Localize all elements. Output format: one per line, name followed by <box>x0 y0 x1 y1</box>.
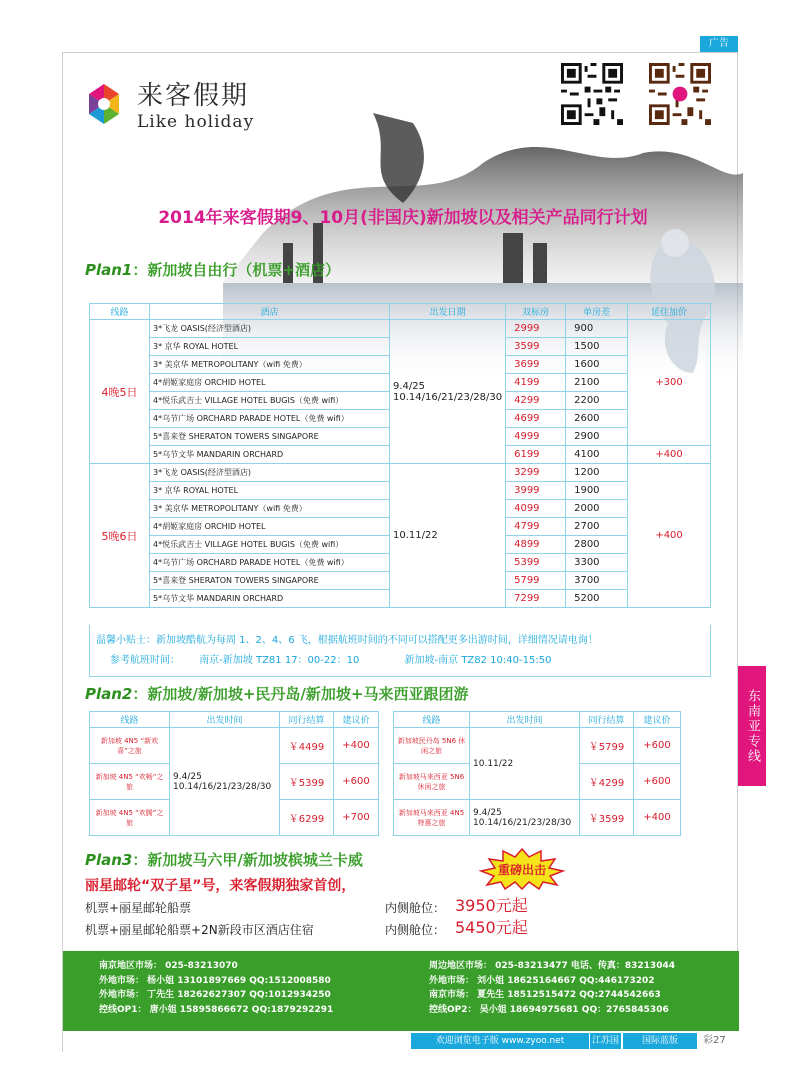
logo-chinese-name: 来客假期 <box>137 81 250 111</box>
price-cell: ￥3599 <box>580 800 634 836</box>
travel-tip: 温馨小贴士：新加坡酷航为每周 1、2、4、6 飞，根据航班时间的不同可以搭配更多出游时间，详细情况请电询！ <box>96 635 598 646</box>
double-price-cell: 3699 <box>506 356 566 374</box>
single-supplement-cell: 900 <box>566 320 628 338</box>
flight-outbound: 南京-新加坡 TZ81 17：00-22：10 <box>199 655 360 666</box>
brand-logo[interactable] <box>79 75 254 132</box>
route-cell: 新加坡民丹岛 5N6 休闲之旅 <box>394 728 470 764</box>
table-row <box>90 728 379 764</box>
logo-english-name: Like holiday <box>137 112 255 132</box>
price-cell: ￥5799 <box>580 728 634 764</box>
plan3-text: ：新加坡马六甲/新加坡槟城兰卡威 <box>132 851 363 869</box>
plan3-title <box>85 849 363 870</box>
contact-line: 控线OP1： 唐小姐 15895866672 QQ:1879292291 <box>99 1004 334 1015</box>
route-cell: 新加坡 4N5 “欢腾”之旅 <box>90 800 170 836</box>
double-price-cell: 7299 <box>506 590 566 608</box>
price-cell: ￥4299 <box>580 764 634 800</box>
double-price-cell: 3299 <box>506 464 566 482</box>
table-row <box>394 800 681 836</box>
plan2-left-table <box>89 711 379 836</box>
route-cell: 新加坡马来西亚 4N5 特惠之旅 <box>394 800 470 836</box>
pinwheel-logo-icon <box>79 79 129 129</box>
single-supplement-cell: 2100 <box>566 374 628 392</box>
p2r-header-route: 线路 <box>394 712 470 728</box>
contact-line: 周边地区市场： 025-83213477 电话、传真：83213044 <box>429 961 675 971</box>
promo-starburst-icon <box>481 849 563 889</box>
contact-line: 南京市场： 夏先生 18512515472 QQ:2744542663 <box>429 990 661 1000</box>
price-cell: ￥5399 <box>280 764 334 800</box>
header-date: 出发日期 <box>390 304 506 320</box>
side-tab-southeast-asia[interactable]: 东南亚专线 <box>738 666 766 786</box>
p2l-header-route: 线路 <box>90 712 170 728</box>
single-supplement-cell: 2600 <box>566 410 628 428</box>
plan2-title <box>85 683 468 704</box>
suggest-cell: +400 <box>334 728 379 764</box>
route-cell: 新加坡 4N5 “欢畅”之旅 <box>90 764 170 800</box>
price-cell: ￥6299 <box>280 800 334 836</box>
suggest-cell: +600 <box>634 728 681 764</box>
double-price-cell: 2999 <box>506 320 566 338</box>
hotel-cell: 3* 美京华 METROPOLITANY（wifi 免费） <box>150 500 390 518</box>
plan1-title <box>85 259 340 280</box>
hotel-cell: 3*飞龙 OASIS(经济型酒店) <box>150 320 390 338</box>
welcome-text: 欢迎浏览电子版 www.zyoo.net <box>435 1036 565 1046</box>
flight-label: 参考航班时间： <box>110 655 180 666</box>
p2l-header-date: 出发时间 <box>170 712 280 728</box>
route-cell: 新加坡 4N5 “新欢喜”之旅 <box>90 728 170 764</box>
hotel-cell: 3* 京华 ROYAL HOTEL <box>150 482 390 500</box>
single-supplement-cell: 1600 <box>566 356 628 374</box>
ad-tag: 广告 <box>700 36 738 52</box>
contact-line: 南京地区市场： 025-83213070 <box>99 961 238 971</box>
promo-text: 重磅出击 <box>497 863 547 877</box>
hotel-cell: 5*乌节文华 MANDARIN ORCHARD <box>150 446 390 464</box>
single-supplement-cell: 1900 <box>566 482 628 500</box>
plan3-label: Plan3 <box>85 851 133 869</box>
route-cell: 5晚6日 <box>90 464 150 608</box>
double-price-cell: 4799 <box>506 518 566 536</box>
contact-line: 控线OP2： 吴小姐 18694975681 QQ：2765845306 <box>429 1004 669 1015</box>
plan1-label: Plan1 <box>85 261 133 279</box>
cruise-line2-cabin: 内侧舱位： <box>385 923 446 937</box>
p2l-header-suggest: 建议价 <box>334 712 379 728</box>
hotel-cell: 4*胡姬家庭房 ORCHID HOTEL <box>150 374 390 392</box>
section-badge: 国际蓝版 <box>623 1033 697 1049</box>
single-supplement-cell: 2700 <box>566 518 628 536</box>
cruise-line2: 机票+丽星邮轮船票+2N新段市区酒店住宿 <box>85 923 314 937</box>
single-supplement-cell: 1200 <box>566 464 628 482</box>
single-supplement-cell: 5200 <box>566 590 628 608</box>
single-supplement-cell: 3300 <box>566 554 628 572</box>
double-price-cell: 4199 <box>506 374 566 392</box>
route-cell: 4晚5日 <box>90 320 150 464</box>
wechat-qr-code-icon[interactable] <box>647 61 713 127</box>
flight-times <box>96 651 710 671</box>
p2r-header-date: 出发时间 <box>470 712 580 728</box>
hotel-cell: 3* 美京华 METROPOLITANY（wifi 免费） <box>150 356 390 374</box>
double-price-cell: 3599 <box>506 338 566 356</box>
contact-left <box>99 959 333 1017</box>
plan2-text: ：新加坡/新加坡+民丹岛/新加坡+马来西亚跟团游 <box>132 685 469 703</box>
contact-right <box>429 959 675 1017</box>
single-supplement-cell: 2200 <box>566 392 628 410</box>
double-price-cell: 5799 <box>506 572 566 590</box>
double-price-cell: 4299 <box>506 392 566 410</box>
cruise-line1-cabin: 内侧舱位： <box>385 901 446 915</box>
cruise-slogan: 丽星邮轮“双子星”号，来客假期独家首创， <box>85 878 356 894</box>
suggest-cell: +600 <box>334 764 379 800</box>
hotel-cell: 4*悦乐武吉士 VILLAGE HOTEL BUGIS（免费 wifi） <box>150 536 390 554</box>
date-cell: 9.4/25 10.14/16/21/23/28/30 <box>170 728 280 836</box>
date-cell: 9.4/25 10.14/16/21/23/28/30 <box>470 800 580 836</box>
plan2-right-table <box>393 711 681 836</box>
qr-code-icon[interactable] <box>559 61 625 127</box>
single-supplement-cell: 4100 <box>566 446 628 464</box>
suggest-cell: +600 <box>634 764 681 800</box>
date-cell: 10.11/22 <box>390 464 506 608</box>
contact-line: 外地市场： 杨小姐 13101897669 QQ:1512008580 <box>99 975 331 986</box>
plan2-right-header <box>394 712 681 728</box>
p2r-header-suggest: 建议价 <box>634 712 681 728</box>
flight-return: 新加坡-南京 TZ82 10:40-15:50 <box>404 655 552 666</box>
header-route: 线路 <box>90 304 150 320</box>
bottom-bar <box>63 1031 739 1062</box>
single-supplement-cell: 1500 <box>566 338 628 356</box>
header-hotel: 酒店 <box>150 304 390 320</box>
hotel-cell: 4*胡姬家庭房 ORCHID HOTEL <box>150 518 390 536</box>
flyer-page <box>62 52 738 1062</box>
plan1-text: ：新加坡自由行（机票+酒店） <box>132 261 340 279</box>
p2l-header-price: 同行结算 <box>280 712 334 728</box>
hotel-cell: 3* 京华 ROYAL HOTEL <box>150 338 390 356</box>
plan2-left-header <box>90 712 379 728</box>
table-row <box>90 464 711 482</box>
double-price-cell: 4099 <box>506 500 566 518</box>
single-supplement-cell: 2900 <box>566 428 628 446</box>
hotel-cell: 5*喜来登 SHERATON TOWERS SINGAPORE <box>150 572 390 590</box>
single-supplement-cell: 2000 <box>566 500 628 518</box>
single-supplement-cell: 2800 <box>566 536 628 554</box>
hotel-cell: 4*乌节广场 ORCHARD PARADE HOTEL（免费 wifi） <box>150 554 390 572</box>
extension-price-cell: +400 <box>628 446 711 464</box>
page-number: 彩27 <box>703 1035 726 1046</box>
hotel-cell: 5*喜来登 SHERATON TOWERS SINGAPORE <box>150 428 390 446</box>
single-supplement-cell: 3700 <box>566 572 628 590</box>
extension-price-cell: +400 <box>628 464 711 608</box>
plan2-label: Plan2 <box>85 685 133 703</box>
plan1-notes <box>89 625 711 677</box>
contact-line: 外地市场： 丁先生 18262627307 QQ:1012934250 <box>99 990 331 1000</box>
header-single: 单房差 <box>566 304 628 320</box>
table-row <box>394 728 681 764</box>
extension-price-cell: +300 <box>628 320 711 446</box>
double-price-cell: 4899 <box>506 536 566 554</box>
double-price-cell: 4999 <box>506 428 566 446</box>
hotel-cell: 5*乌节文华 MANDARIN ORCHARD <box>150 590 390 608</box>
edition-badge: 江苏国际版 <box>589 1033 621 1049</box>
header-double: 双标房 <box>506 304 566 320</box>
cruise-line1-price: 3950元起 <box>455 896 528 915</box>
double-price-cell: 4699 <box>506 410 566 428</box>
welcome-link[interactable] <box>411 1033 589 1049</box>
plan1-header-row <box>90 304 711 320</box>
table-row <box>90 320 711 338</box>
contact-footer <box>63 951 739 1031</box>
suggest-cell: +700 <box>334 800 379 836</box>
hotel-cell: 3*飞龙 OASIS(经济型酒店) <box>150 464 390 482</box>
route-cell: 新加坡马来西亚 5N6 休闲之旅 <box>394 764 470 800</box>
hotel-cell: 4*悦乐武吉士 VILLAGE HOTEL BUGIS（免费 wifi） <box>150 392 390 410</box>
header-extension: 延住加价 <box>628 304 711 320</box>
date-cell: 9.4/25 10.14/16/21/23/28/30 <box>390 320 506 464</box>
cruise-line2-price: 5450元起 <box>455 918 528 937</box>
cruise-line1: 机票+丽星邮轮船票 <box>85 901 192 915</box>
suggest-cell: +400 <box>634 800 681 836</box>
date-cell: 10.11/22 <box>470 728 580 800</box>
price-cell: ￥4499 <box>280 728 334 764</box>
headline: 2014年来客假期9、10月(非国庆)新加坡以及相关产品同行计划 <box>158 208 648 228</box>
double-price-cell: 6199 <box>506 446 566 464</box>
contact-line: 外地市场： 刘小姐 18625164667 QQ:446173202 <box>429 975 655 986</box>
plan1-price-table <box>89 303 711 608</box>
double-price-cell: 5399 <box>506 554 566 572</box>
p2r-header-price: 同行结算 <box>580 712 634 728</box>
double-price-cell: 3999 <box>506 482 566 500</box>
hotel-cell: 4*乌节广场 ORCHARD PARADE HOTEL（免费 wifi） <box>150 410 390 428</box>
